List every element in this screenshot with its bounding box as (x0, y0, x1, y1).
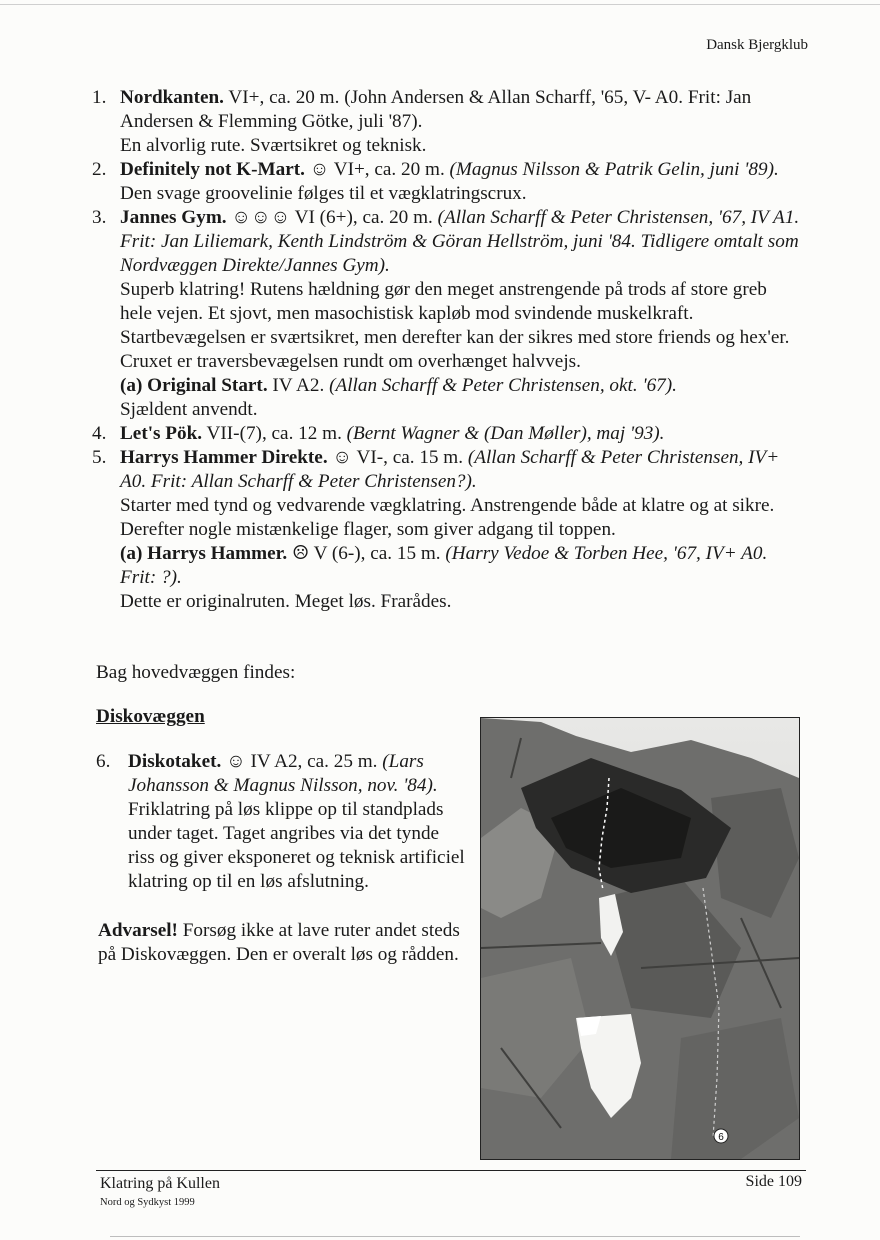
variant-credits: (Allan Scharff & Peter Christensen, okt. '67). (329, 375, 677, 396)
route-name: Nordkanten. (120, 87, 224, 108)
club-header: Dansk Bjergklub (706, 37, 808, 53)
variant-credits: (Harry Vedoe & Torben Hee, '67, IV+ A0. Frit: ?). (120, 543, 768, 588)
variant-name: (a) Original Start. (120, 375, 268, 396)
route-marker-label: 6 (718, 1132, 724, 1143)
bottom-rule (110, 1236, 800, 1237)
route-number: 2. (92, 159, 107, 180)
route-number: 1. (92, 87, 107, 108)
route-description: Friklatring på løs klippe op til standplads under taget. Taget angribes via det tynde riss og giver eksponeret og teknisk artificiel klatring op til en løs afslutning. (128, 799, 465, 892)
variant-description: Dette er originalruten. Meget løs. Frarådes. (120, 591, 452, 612)
top-rule (0, 4, 880, 5)
route-credits: (Bernt Wagner & (Dan Møller), maj '93). (346, 423, 665, 444)
route-credits: (Lars Johansson & Magnus Nilsson, nov. '84). (128, 751, 438, 796)
route-grade-credits: VI+, ca. 20 m. (John Andersen & Allan Scharff, '65, V- A0. Frit: Jan Andersen & Flemming Götke, juli '87). (120, 87, 752, 132)
route-grade: ☺ IV A2, ca. 25 m. (221, 751, 383, 772)
variant-name: (a) Harrys Hammer. (120, 543, 288, 564)
route-grade: ☺ VI-, ca. 15 m. (327, 447, 468, 468)
variant-grade: IV A2. (267, 375, 330, 396)
section-heading: Diskovæggen (96, 706, 205, 727)
route-description: Starter med tynd og vedvarende vægklatring. Anstrengende både at klatre og at sikre. Derefter nogle mistænkelige flager, som giver adgang til toppen. (120, 495, 775, 540)
variant-description: Sjældent anvendt. (120, 399, 258, 420)
footer-subtitle: Nord og Sydkyst 1999 (100, 1197, 195, 1208)
route-list (92, 86, 802, 614)
footer-rule (96, 1170, 806, 1171)
warning-note (98, 919, 470, 967)
route-item (92, 206, 802, 422)
route-name: Jannes Gym. (120, 207, 227, 228)
variant-grade: ☹ V (6-), ca. 15 m. (287, 543, 446, 564)
cliff-photo (480, 717, 800, 1160)
warning-label: Advarsel! (98, 920, 178, 941)
route-grade: VII-(7), ca. 12 m. (202, 423, 347, 444)
route-name: Let's Pök. (120, 423, 203, 444)
route-item (92, 446, 802, 614)
route-grade: ☺ VI+, ca. 20 m. (304, 159, 450, 180)
warning-text: Forsøg ikke at lave ruter andet steds på Diskovæggen. Den er overalt løs og rådden. (98, 920, 460, 965)
route-description: En alvorlig rute. Sværtsikret og teknisk. (120, 135, 427, 156)
route-credits: (Allan Scharff & Peter Christensen, IV+ A0. Frit: Allan Scharff & Peter Christensen?). (120, 447, 780, 492)
route-name: Diskotaket. (128, 751, 222, 772)
footer-book-title: Klatring på Kullen (100, 1175, 220, 1192)
section-intro: Bag hovedvæggen findes: (96, 662, 296, 683)
route-number: 4. (92, 423, 107, 444)
route-credits: (Allan Scharff & Peter Christensen, '67, IV A1. Frit: Jan Liliemark, Kenth Lindström & Göran Hellström, juni '84. Tidligere omtalt som Nordvæggen Direkte/Jannes Gym). (120, 207, 800, 276)
route-number: 6. (96, 751, 111, 772)
route-item (92, 158, 802, 206)
route-name: Harrys Hammer Direkte. (120, 447, 328, 468)
cliff-photo-graphic (481, 718, 799, 1159)
route-credits: (Magnus Nilsson & Patrik Gelin, juni '89). (449, 159, 779, 180)
route-item (92, 422, 802, 446)
route-grade: ☺☺☺ VI (6+), ca. 20 m. (226, 207, 438, 228)
route-number: 3. (92, 207, 107, 228)
route-item (92, 86, 802, 158)
route-description: Den svage groovelinie følges til et vægklatringscrux. (120, 183, 527, 204)
page-number: Side 109 (745, 1173, 802, 1190)
route-name: Definitely not K-Mart. (120, 159, 305, 180)
route-item (96, 750, 468, 894)
route-number: 5. (92, 447, 107, 468)
route-description: Superb klatring! Rutens hældning gør den meget anstrengende på trods af store greb hele vejen. Et sjovt, men masochistisk kapløb mod svindende muskelkraft. Startbevægelsen er sværtsikret, men derefter kan der sikres med store friends og hex'er. Cruxet er traversbevægelsen rundt om overhænget halvvejs. (120, 279, 790, 372)
